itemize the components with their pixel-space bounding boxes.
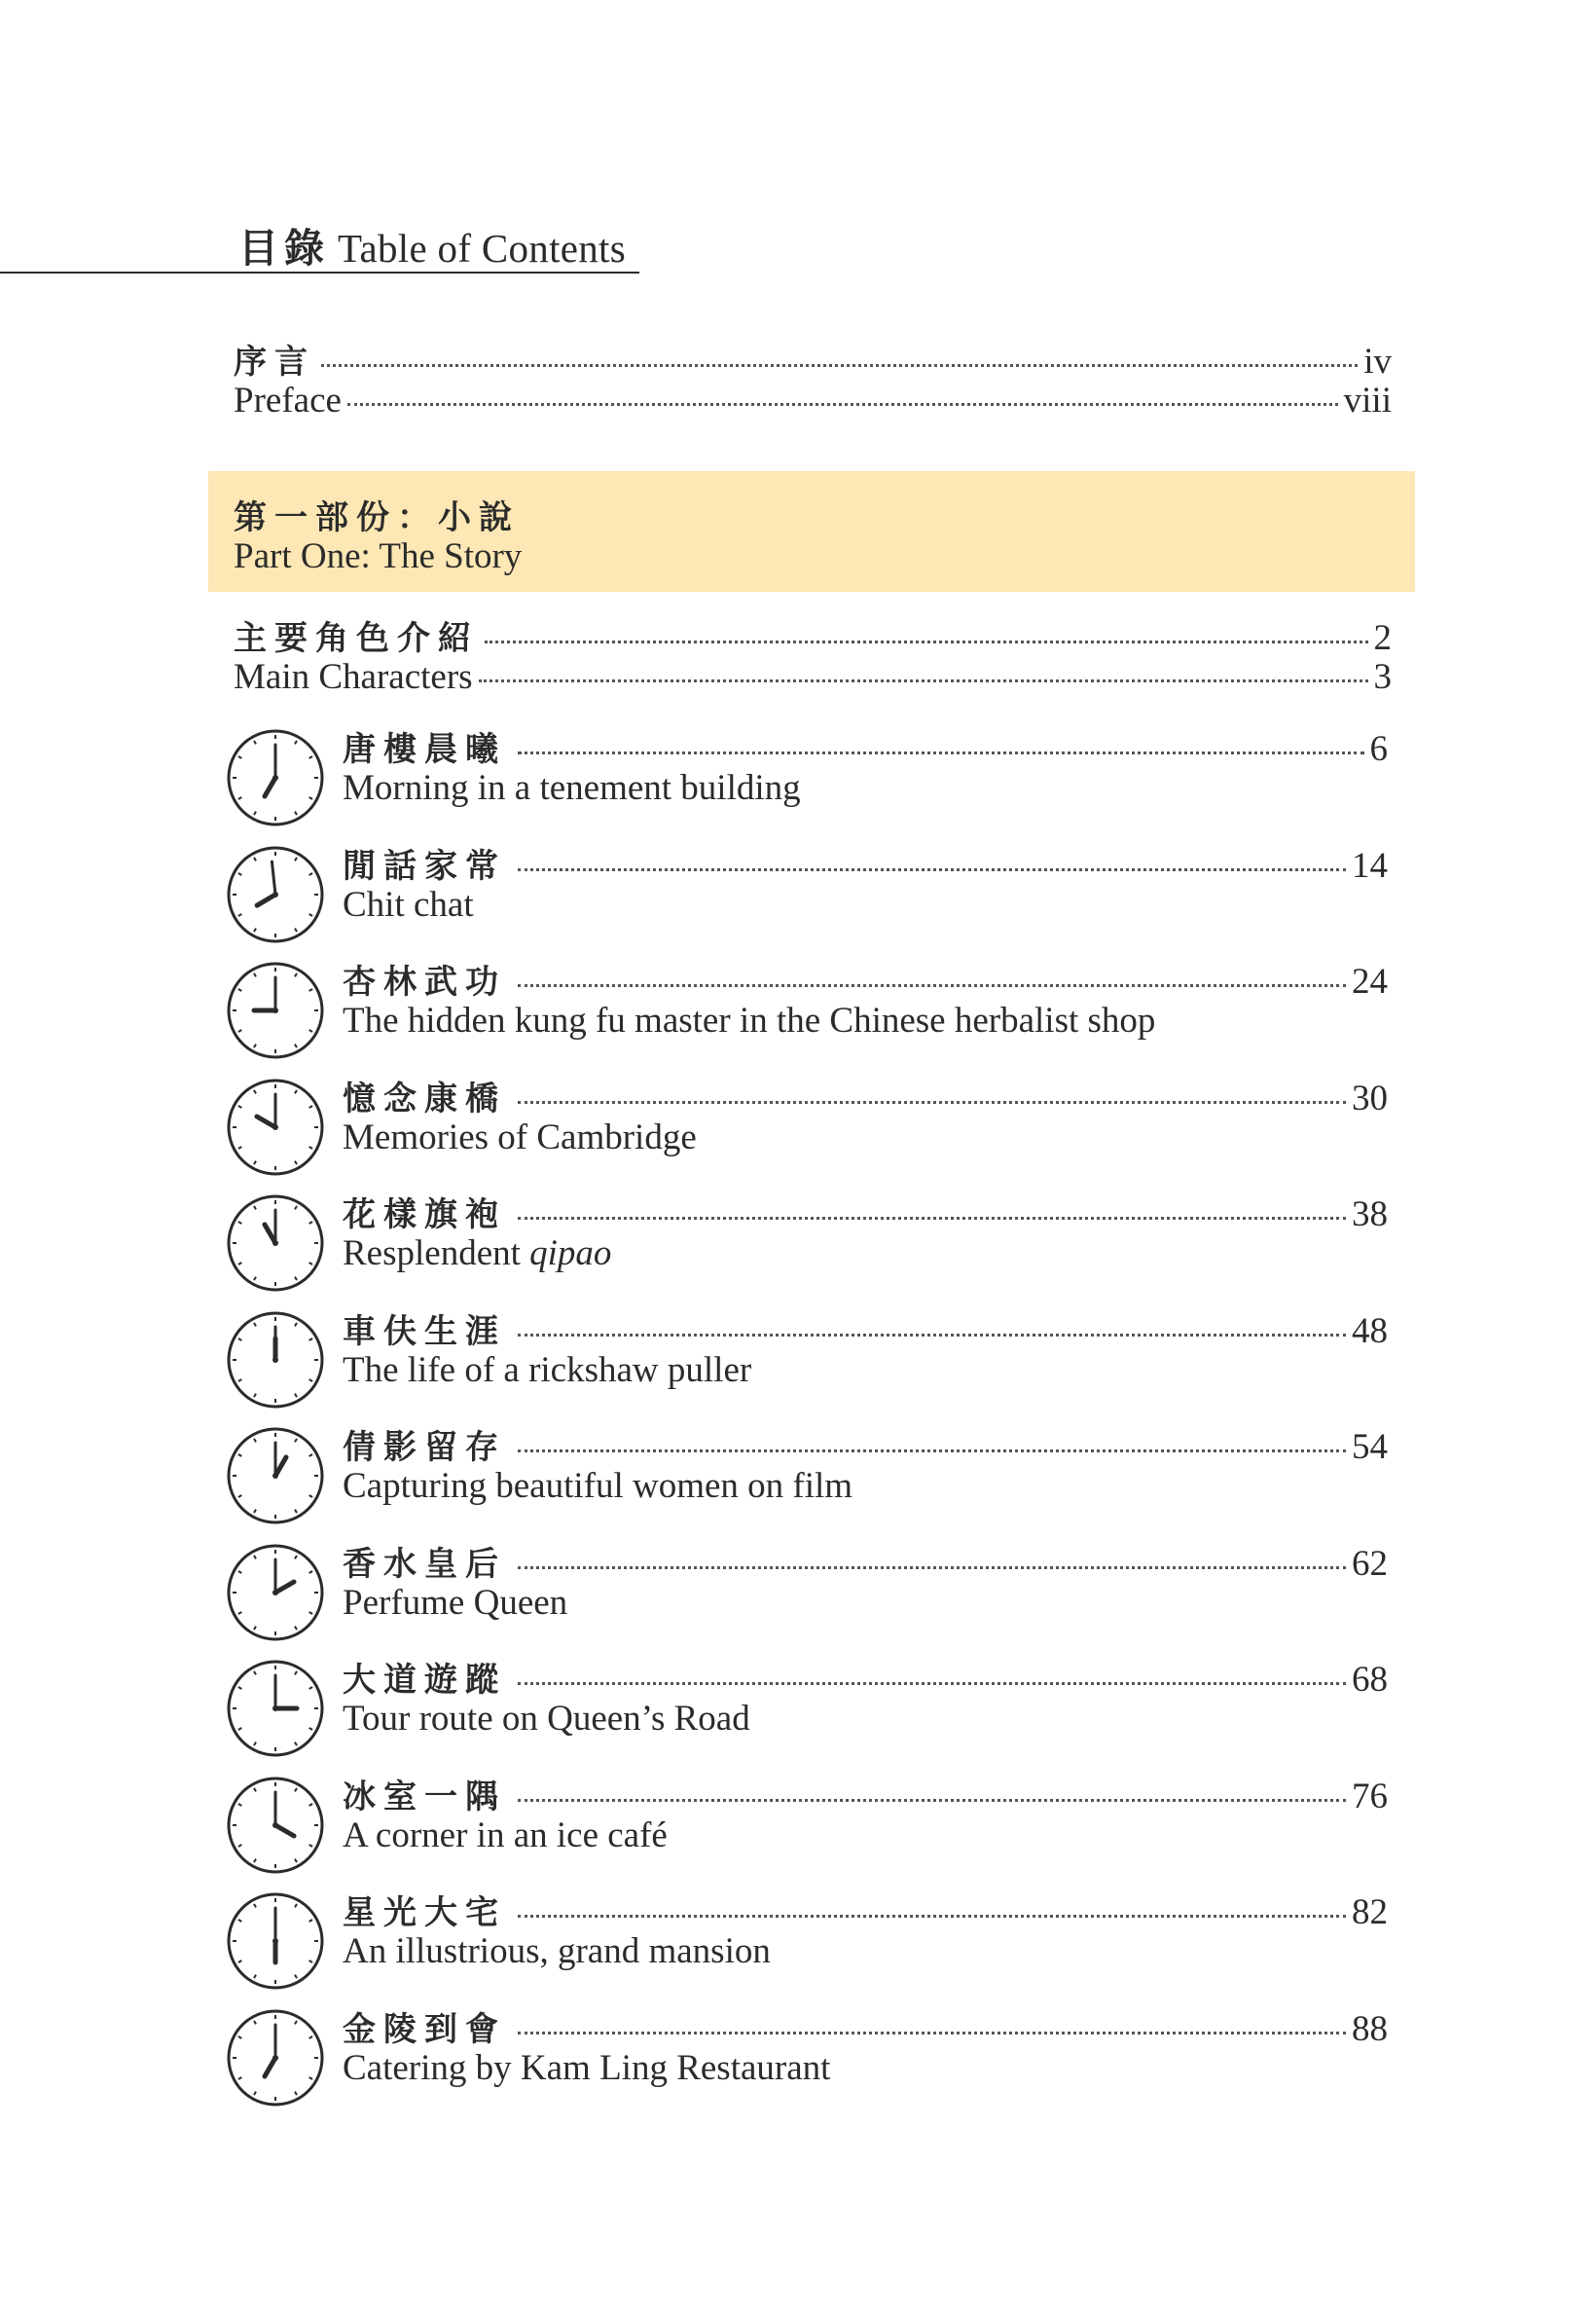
page-number: 68: [1352, 1660, 1388, 1700]
chapter-title-en: [343, 1000, 1155, 1042]
toc-chapter-entry[interactable]: [226, 1886, 1394, 1987]
dot-leader: [518, 1682, 1346, 1685]
chapter-title-zh: 花樣旗袍: [343, 1195, 506, 1234]
dot-leader: [518, 1915, 1346, 1918]
toc-chapter-entry[interactable]: [226, 1304, 1394, 1406]
chapter-title-en-text: Perfume Queen: [343, 1582, 568, 1623]
chapter-title-en: [343, 1930, 771, 1972]
toc-entry-preface-zh[interactable]: [234, 335, 1392, 382]
chapter-title-zh: 倩影留存: [343, 1428, 506, 1467]
chapter-title-en: [343, 884, 474, 926]
dot-leader: [518, 1217, 1346, 1220]
dot-leader: [518, 1334, 1346, 1337]
clock-7-icon: [226, 728, 325, 827]
title-zh: 目錄: [238, 225, 330, 272]
chapter-title-en-text: Catering by Kam Ling Restaurant: [343, 2047, 831, 2088]
page-number: 30: [1352, 1078, 1388, 1118]
title-rule: [0, 272, 639, 274]
dot-leader: [518, 2032, 1346, 2034]
chapter-title-zh: 唐樓晨曦: [343, 730, 506, 769]
toc-chapter-entry[interactable]: [226, 1072, 1394, 1173]
clock-8-icon: [226, 845, 325, 944]
toc-chapter-entry[interactable]: [226, 1653, 1394, 1754]
dot-leader: [518, 868, 1346, 871]
clock-6-icon: [226, 1891, 325, 1991]
clock-2-icon: [226, 1543, 325, 1642]
page-number: 14: [1352, 845, 1388, 886]
page-number: 82: [1352, 1892, 1388, 1932]
chapter-title-zh: 杏林武功: [343, 963, 506, 1002]
toc-chapter-entry[interactable]: [226, 839, 1394, 940]
toc-entry-characters-en[interactable]: [234, 656, 1392, 699]
title-en: Table of Contents: [338, 226, 627, 271]
chapter-title-en-text: Tour route on Queen’s Road: [343, 1699, 750, 1739]
entry-label: Main Characters: [234, 657, 473, 697]
dot-leader: [321, 364, 1358, 367]
chapter-title-en-text: Memories of Cambridge: [343, 1117, 697, 1157]
chapter-title-zh: 憶念康橋: [343, 1079, 506, 1118]
page-number: 54: [1352, 1427, 1388, 1467]
chapter-title-en-text: Resplendent: [343, 1233, 530, 1273]
page-number: 24: [1352, 962, 1388, 1002]
chapter-title-en: [343, 1232, 611, 1274]
chapter-title-zh: 冰室一隅: [343, 1777, 506, 1816]
page-number: 48: [1352, 1310, 1388, 1351]
page-number: 88: [1352, 2008, 1388, 2049]
chapter-title-zh: 閒話家常: [343, 846, 506, 886]
dot-leader: [485, 641, 1368, 643]
chapter-title-zh: 大道遊蹤: [343, 1661, 506, 1700]
chapter-title-zh: 車伕生涯: [343, 1311, 506, 1351]
part-title-zh: 第一部份：小說: [234, 498, 520, 537]
chapter-title-en-text: The hidden kung fu master in the Chinese herbalist shop: [343, 1001, 1156, 1041]
chapter-title-en: [343, 2047, 830, 2089]
chapter-title-en: [343, 1117, 697, 1158]
entry-label: 序言: [234, 343, 315, 382]
chapter-title-en-text: The life of a rickshaw puller: [343, 1349, 752, 1390]
dot-leader: [518, 1101, 1346, 1104]
chapter-title-en: [343, 767, 801, 809]
page-number: 76: [1352, 1776, 1388, 1816]
toc-chapter-entry[interactable]: [226, 955, 1394, 1056]
clock-1-icon: [226, 1426, 325, 1525]
clock-10-icon: [226, 1078, 325, 1177]
dot-leader: [518, 984, 1346, 987]
chapter-title-en-text: Capturing beautiful women on film: [343, 1466, 853, 1506]
toc-chapter-entry[interactable]: [226, 1537, 1394, 1638]
part-title-en: Part One: The Story: [234, 536, 523, 576]
entry-label: Preface: [234, 381, 342, 421]
clock-12-icon: [226, 1310, 325, 1410]
clock-11-icon: [226, 1193, 325, 1293]
page-number: 3: [1373, 657, 1392, 697]
chapter-title-en-text: A corner in an ice café: [343, 1814, 668, 1855]
page-number: iv: [1363, 342, 1392, 382]
toc-chapter-entry[interactable]: [226, 1188, 1394, 1289]
chapter-title-zh: 香水皇后: [343, 1544, 506, 1584]
toc-chapter-entry[interactable]: [226, 2002, 1394, 2104]
toc-chapter-entry[interactable]: [226, 722, 1394, 824]
chapter-title-zh: 星光大宅: [343, 1893, 506, 1932]
clock-3-icon: [226, 1659, 325, 1758]
page-number: 38: [1352, 1194, 1388, 1234]
chapter-title-en: [343, 1814, 668, 1856]
chapter-title-en-text: An illustrious, grand mansion: [343, 1931, 771, 1971]
chapter-title-en-text: Morning in a tenement building: [343, 768, 801, 808]
dot-leader: [518, 751, 1364, 754]
chapter-title-en-text: Chit chat: [343, 884, 474, 925]
toc-entry-preface-en[interactable]: [234, 380, 1392, 422]
page-number: 2: [1373, 618, 1392, 658]
dot-leader: [347, 403, 1338, 406]
page-title: [238, 216, 626, 274]
chapter-title-zh: 金陵到會: [343, 2009, 506, 2049]
toc-entry-characters-zh[interactable]: [234, 611, 1392, 658]
page-number: viii: [1343, 381, 1392, 421]
clock-9-icon: [226, 961, 325, 1060]
chapter-title-en: [343, 1582, 567, 1624]
dot-leader: [518, 1799, 1346, 1802]
chapter-title-en: [343, 1349, 751, 1391]
dot-leader: [518, 1566, 1346, 1569]
chapter-title-en-italic: qipao: [529, 1233, 612, 1273]
dot-leader: [479, 679, 1368, 682]
dot-leader: [518, 1449, 1346, 1452]
entry-label: 主要角色介紹: [234, 619, 479, 658]
chapter-title-en: [343, 1698, 750, 1740]
clock-4-icon: [226, 1776, 325, 1875]
page-number: 62: [1352, 1543, 1388, 1584]
page-number: 6: [1369, 729, 1388, 769]
toc-chapter-entry[interactable]: [226, 1770, 1394, 1871]
clock-7-icon: [226, 2008, 325, 2107]
chapter-title-en: [343, 1465, 852, 1507]
toc-chapter-entry[interactable]: [226, 1420, 1394, 1521]
